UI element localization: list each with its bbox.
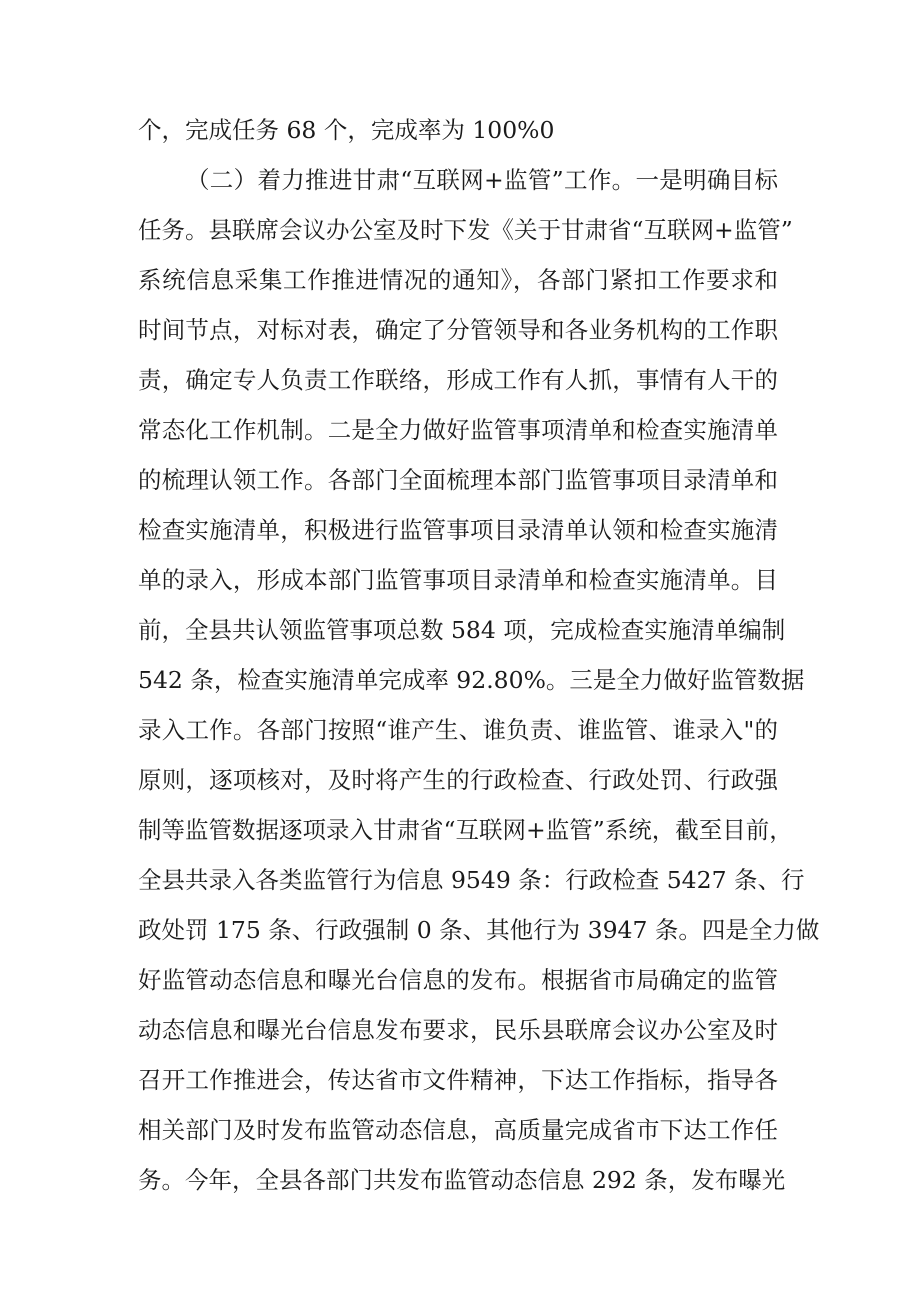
text-line: 全县共录入各类监管行为信息 9549 条：行政检查 5427 条、行 [138, 866, 805, 894]
text-line: 542 条，检查实施清单完成率 92.80%。三是全力做好监管数据 [138, 666, 805, 694]
text-line: 录入工作。各部门按照“谁产生、谁负责、谁监管、谁录入"的 [138, 716, 778, 744]
text-line: 单的录入，形成本部门监管事项目录清单和检查实施清单。目 [138, 566, 778, 594]
text-line: 检查实施清单，积极进行监管事项目录清单认领和检查实施清 [138, 516, 778, 544]
text-line: 前，全县共认领监管事项总数 584 项，完成检查实施清单编制 [138, 616, 786, 644]
text-line: 责，确定专人负责工作联络，形成工作有人抓，事情有人干的 [138, 366, 778, 394]
text-line: 动态信息和曝光台信息发布要求，民乐县联席会议办公室及时 [138, 1016, 778, 1044]
text-line: 相关部门及时发布监管动态信息，高质量完成省市下达工作任 [138, 1116, 778, 1144]
text-line: 的梳理认领工作。各部门全面梳理本部门监管事项目录清单和 [138, 466, 778, 494]
text-line: 个，完成任务 68 个，完成率为 100%0 [138, 116, 555, 144]
text-line: 务。今年，全县各部门共发布监管动态信息 292 条，发布曝光 [138, 1166, 786, 1194]
text-line: 召开工作推进会，传达省市文件精神，下达工作指标，指导各 [138, 1066, 778, 1094]
text-line: 常态化工作机制。二是全力做好监管事项清单和检查实施清单 [138, 416, 778, 444]
text-line: 系统信息采集工作推进情况的通知》，各部门紧扣工作要求和 [138, 266, 778, 294]
text-line: 任务。县联席会议办公室及时下发《关于甘肃省“互联网+监管” [138, 216, 793, 244]
text-line: 时间节点，对标对表，确定了分管领导和各业务机构的工作职 [138, 316, 778, 344]
text-line: 原则，逐项核对，及时将产生的行政检查、行政处罚、行政强 [138, 766, 778, 794]
text-line: 政处罚 175 条、行政强制 0 条、其他行为 3947 条。四是全力做 [138, 916, 820, 944]
text-line: 好监管动态信息和曝光台信息的发布。根据省市局确定的监管 [138, 966, 778, 994]
text-line: 制等监管数据逐项录入甘肃省“互联网+监管”系统，截至目前， [138, 816, 793, 844]
paragraph-heading-line: （二）着力推进甘肃“互联网+监管”工作。一是明确目标 [186, 166, 778, 194]
